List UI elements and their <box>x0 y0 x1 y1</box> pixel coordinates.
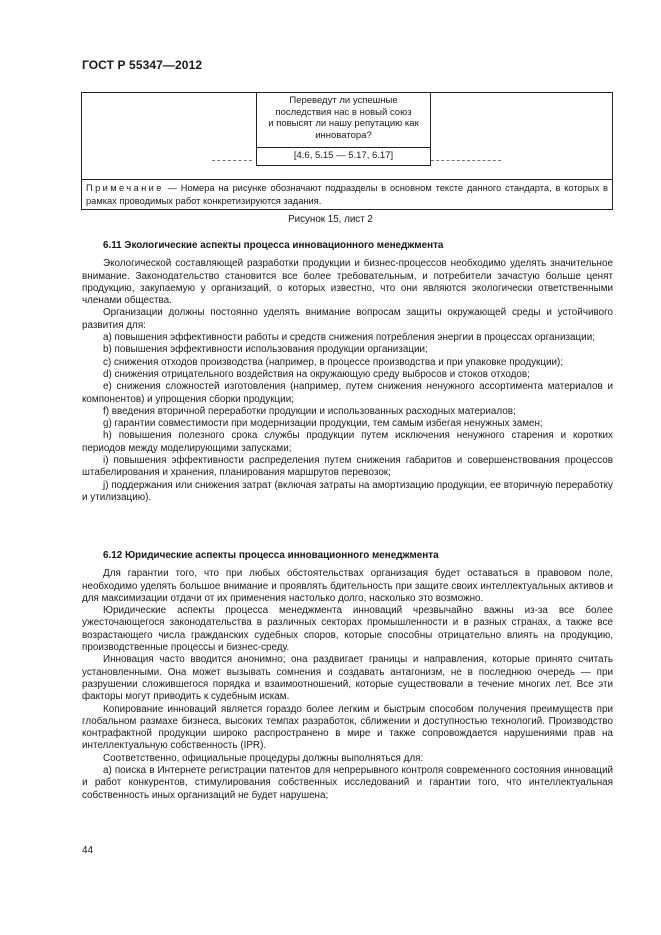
section-6-12 <box>82 550 613 802</box>
paragraph: Для гарантии того, что при любых обстоятельствах организация будет оставаться в правовом поле, необходимо уделять большое внимание и проявлять бдительность при защите своих интеллектуальных активов и для максимизации отдачи от их применения настолько долго, насколько это возможно. <box>82 568 613 604</box>
list-item: d) снижения отрицательного воздействия на окружающую среду выбросов и стоков отходов; <box>103 368 530 380</box>
flowchart-box-line: Переведут ли успешные <box>289 95 398 106</box>
paragraph: Юридические аспекты процесса менеджмента инноваций чрезвычайно важны из-за все более ужесточающегося законодательства в различных секторах промышленности и в разных странах, а также все возрастающего числа гражданских судебных споров, которые способны отрицательно влиять на продукцию, производственные процессы и бизнес-среду. <box>82 605 613 654</box>
dashed-connector-right <box>431 160 501 161</box>
list-item: j) поддержания или снижения затрат (включая затраты на амортизацию продукции, ее вторичную переработку и утилизацию). <box>82 479 613 503</box>
list-item: h) повышения полезного срока службы продукции путем исключения ненужного старения и коротких периодов между моделирующими запусками; <box>82 430 613 454</box>
list-item: b) повышения эффективности использования продукции организации; <box>103 344 428 356</box>
paragraph: Инновация часто вводится анонимно; она раздвигает границы и направления, которые принято считать установленными. Она может вызывать сомнения и создавать антагонизм, не в последнюю очередь — при разрушении сложившегося порядка и взаимоотношений, которые существовали в течение многих лет. Все эти факторы могут приводить к судебным искам. <box>82 654 613 703</box>
dashed-connector-left <box>212 160 252 161</box>
list-item: g) гарантии совместимости при модернизации продукции, тем самым избегая ненужных замен; <box>103 418 543 430</box>
flowchart-box-line: и повысят ли нашу репутацию как <box>268 118 419 129</box>
section-heading: 6.11 Экологические аспекты процесса инновационного менеджмента <box>103 240 444 251</box>
paragraph: Организации должны постоянно уделять внимание вопросам защиты окружающей среды и устойчивого развития для: <box>82 307 613 331</box>
paragraph: Экологической составляющей разработки продукции и бизнес-процессов необходимо уделять значительное внимание. Законодательство становится все более требовательным, и потребители зачастую больше ценят продукцию, закупаемую у организаций, о которых известно, что они являются экологически ответственными членами общества. <box>82 258 613 307</box>
page-number: 44 <box>82 845 94 856</box>
flowchart-box-question <box>257 95 430 141</box>
section-6-11 <box>82 240 613 504</box>
flowchart-box-line: последствия нас в новый союз <box>275 106 412 118</box>
note-divider <box>82 179 612 180</box>
paragraph: Копирование инноваций является гораздо более легким и быстрым способом получения преимуществ при глобальном размахе бизнеса, высоких темпах разработок, сближении и доступностью технологий. Производство контрафактной продукции широко распространено в мире и также сопровождается нарушениями прав на интеллектуальную собственность (IPR). <box>82 703 613 752</box>
list-item: f) введения вторичной переработки продукции и использованных расходных материалов; <box>103 405 516 417</box>
figure-frame <box>81 92 613 210</box>
flowchart-box-divider <box>257 147 430 148</box>
list-item: a) повышения эффективности работы и средств снижения потребления энергии в процессах организации; <box>103 332 595 344</box>
list-item: c) снижения отходов производства (например, в процессе производства и при упаковке продукции); <box>103 356 564 368</box>
section-heading: 6.12 Юридические аспекты процесса инновационного менеджмента <box>103 550 439 561</box>
list-item: i) повышения эффективности распределения путем снижения габаритов и совершенствования процессов штабелирования и хранения, планирования маршрутов перевозок; <box>82 455 613 479</box>
note-label: Примечание <box>86 183 164 193</box>
flowchart-box <box>256 93 431 166</box>
paragraph: Соответственно, официальные процедуры должны выполняться для: <box>103 752 424 764</box>
figure-note <box>86 182 608 207</box>
flowchart-box-reference: [4.6, 5.15 — 5.17, 6.17] <box>293 150 394 161</box>
flowchart-box-line: инноватора? <box>315 129 372 141</box>
list-item: a) поиска в Интернете регистрации патентов для непрерывного контроля современного состояния инноваций и работ конкурентов, стимулирования собственных исследований и гарантии того, что интеллектуальная собственность иных организаций не будет нарушена; <box>82 765 613 801</box>
note-text: — Номера на рисунке обозначают подразделы в основном тексте данного стандарта, в которых в рамках проводимых работ конкретизируются задания. <box>86 183 608 206</box>
list-item: e) снижения сложностей изготовления (например, путем снижения ненужного ассортимента материалов и компонентов) и упрощения сборки продукции; <box>82 381 613 405</box>
document-header: ГОСТ Р 55347—2012 <box>82 58 203 72</box>
figure-caption: Рисунок 15, лист 2 <box>288 214 373 225</box>
